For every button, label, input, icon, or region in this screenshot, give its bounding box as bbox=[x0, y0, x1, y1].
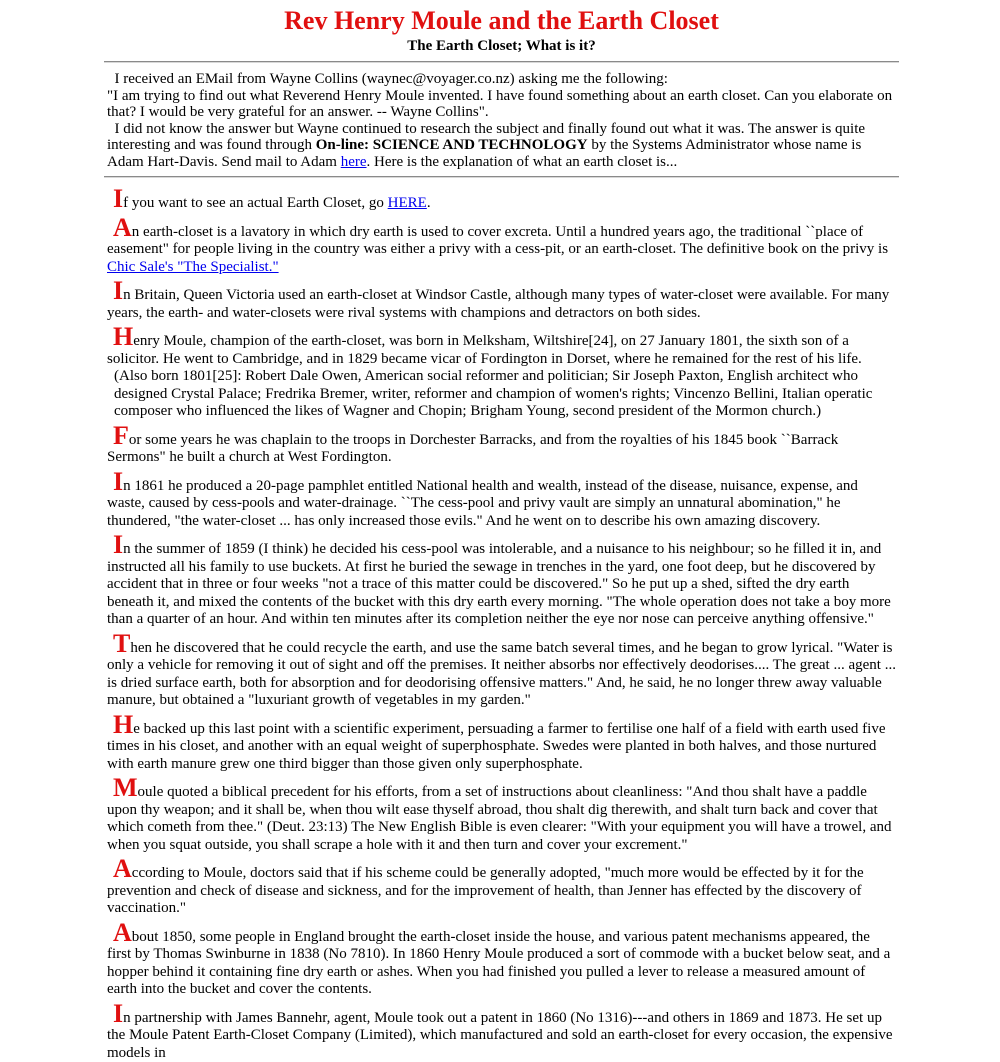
paragraph: According to Moule, doctors said that if his scheme could be generally adopted, "much more would be effected by it for the prevention and check of disease and sickness, and for the improvement of health, than Jenner has effected by the discovery of vaccination." bbox=[107, 860, 896, 918]
intro-line: I received an EMail from Wayne Collins (waynec@voyager.co.nz) asking me the following: bbox=[107, 71, 896, 88]
drop-cap: I bbox=[113, 999, 123, 1028]
intro-quote: "I am trying to find out what Reverend Henry Moule invented. I have found something about an earth closet. Can you elaborate on that? I would be very grateful for an answer. -- Wayne Collins". bbox=[107, 88, 896, 121]
drop-cap: T bbox=[113, 629, 130, 658]
paragraph: In the summer of 1859 (I think) he decided his cess-pool was intolerable, and a nuisance to his neighbour; so he filled it in, and instructed all his family to use buckets. At first he buried the sewage in trenches in the yard, one foot deep, but he discovered by accident that in three or four weeks "not a trace of this matter could be discovered." So he put up a shed, sifted the dry earth beneath it, and mixed the contents of the bucket with this dry earth every morning. "The whole operation does not take a boy more than a quarter of an hour. And within ten minutes after its completion neither the eye nor nose can perceive anything offensive." bbox=[107, 536, 896, 629]
paragraph: In partnership with James Bannehr, agent, Moule took out a patent in 1860 (No 1316)---and others in 1869 and 1873. He set up the Moule Patent Earth-Closet Company (Limited), which manufactured and sold an earth-closet for every occasion, the expensive models in bbox=[107, 1005, 896, 1062]
article-body bbox=[107, 190, 896, 1062]
drop-cap: F bbox=[113, 421, 129, 450]
drop-cap: H bbox=[113, 322, 133, 351]
page-subtitle: The Earth Closet; What is it? bbox=[107, 37, 896, 55]
paragraph: In Britain, Queen Victoria used an earth-closet at Windsor Castle, although many types of water-closet were available. For many years, the earth- and water-closets were rival systems with champions and detractors on both sides. bbox=[107, 282, 896, 322]
top-divider bbox=[104, 61, 899, 63]
page-title: Rev Henry Moule and the Earth Closet bbox=[107, 0, 896, 37]
paragraph-aside: (Also born 1801[25]: Robert Dale Owen, American social reformer and politician; Sir Joseph Paxton, English architect who designed Crystal Palace; Fredrika Bremer, writer, reformer and champion of women's rights; Vincenzo Bellini, Italian operatic composer who influenced the likes of Wagner and Chopin; Brigham Young, second president of the Mormon church.) bbox=[107, 368, 896, 421]
intro-answer: I did not know the answer but Wayne continued to research the subject and finally found out what it was. The answer is quite interesting and was found through On-line: SCIENCE AND TECHNOLOGY by the Systems Administrator whose name is Adam Hart-Davis. Send mail to Adam here. Here is the explanation of what an earth closet is... bbox=[107, 121, 896, 171]
paragraph: If you want to see an actual Earth Closet, go HERE. bbox=[107, 190, 896, 213]
paragraph: An earth-closet is a lavatory in which dry earth is used to cover excreta. Until a hundred years ago, the traditional ``place of easement" for people living in the country was either a privy with a cess-pit, or an earth-closet. The definitive book on the privy is Chic Sale's "The Specialist." bbox=[107, 219, 896, 277]
drop-cap: M bbox=[113, 773, 138, 802]
paragraph: About 1850, some people in England brought the earth-closet inside the house, and various patent mechanisms appeared, the first by Thomas Swinburne in 1838 (No 7810). In 1860 Henry Moule produced a sort of commode with a bucket below seat, and a hopper behind it containing fine dry earth or ashes. When you had finished you pulled a lever to release a measured amount of earth into the bucket and cover the contents. bbox=[107, 924, 896, 999]
drop-cap: I bbox=[113, 530, 123, 559]
intro-section bbox=[107, 71, 896, 170]
drop-cap: I bbox=[113, 467, 123, 496]
drop-cap: A bbox=[113, 918, 132, 947]
drop-cap: A bbox=[113, 213, 132, 242]
paragraph: For some years he was chaplain to the troops in Dorchester Barracks, and from the royalties of his 1845 book ``Barrack Sermons" he built a church at West Fordington. bbox=[107, 427, 896, 467]
source-title: On-line: SCIENCE AND TECHNOLOGY bbox=[316, 137, 588, 153]
paragraph: Then he discovered that he could recycle the earth, and use the same batch several times, and he began to grow lyrical. "Water is only a vehicle for removing it out of sight and off the premises. It neither absorbs nor effectively deodorises.... The great ... agent ... is dried surface earth, both for absorption and for deodorising offensive matters." And, he said, he no longer threw away valuable manure, but obtained a "luxuriant growth of vegetables in my garden." bbox=[107, 635, 896, 710]
drop-cap: I bbox=[113, 184, 123, 213]
mail-adam-link[interactable]: here bbox=[341, 154, 367, 170]
drop-cap: I bbox=[113, 276, 123, 305]
paragraph: Moule quoted a biblical precedent for his efforts, from a set of instructions about cleanliness: "And thou shalt have a paddle upon thy weapon; and it shall be, when thou wilt ease thyself abroad, thou shalt dig therewith, and shalt turn back and cover that which cometh from thee." (Deut. 23:13) The New English Bible is even clearer: "With your equipment you will have a trowel, and when you squat outside, you shall scrape a hole with it and then turn and cover your excrement." bbox=[107, 779, 896, 854]
paragraph: In 1861 he produced a 20-page pamphlet entitled National health and wealth, instead of the disease, nuisance, expense, and waste, caused by cess-pools and water-drainage. ``The cess-pool and privy vault are simply an unnatural abomination," he thundered, "the water-closet ... has only increased those evils." And he went on to describe his own amazing discovery. bbox=[107, 473, 896, 531]
paragraph: Henry Moule, champion of the earth-closet, was born in Melksham, Wiltshire[24], on 27 January 1801, the sixth son of a solicitor. He went to Cambridge, and in 1829 became vicar of Fordington in Dorset, where he remained for the rest of his life. (Also born 1801[25]: Robert Dale Owen, American social reformer and politician; Sir Joseph Paxton, English architect who designed Crystal Palace; Fredrika Bremer, writer, reformer and champion of women's rights; Vincenzo Bellini, Italian operatic composer who influenced the likes of Wagner and Chopin; Brigham Young, second president of the Mormon church.) bbox=[107, 328, 896, 421]
drop-cap: A bbox=[113, 854, 132, 883]
intro-divider bbox=[104, 176, 899, 178]
paragraph: He backed up this last point with a scientific experiment, persuading a farmer to fertilise one half of a field with earth used five times in his closet, and another with an equal weight of superphosphate. Swedes were planted in both halves, and those nurtured with earth manure grew one third bigger than those given only superphosphate. bbox=[107, 716, 896, 774]
earth-closet-link[interactable]: HERE bbox=[388, 195, 427, 211]
drop-cap: H bbox=[113, 710, 133, 739]
specialist-book-link[interactable]: Chic Sale's "The Specialist." bbox=[107, 259, 279, 275]
